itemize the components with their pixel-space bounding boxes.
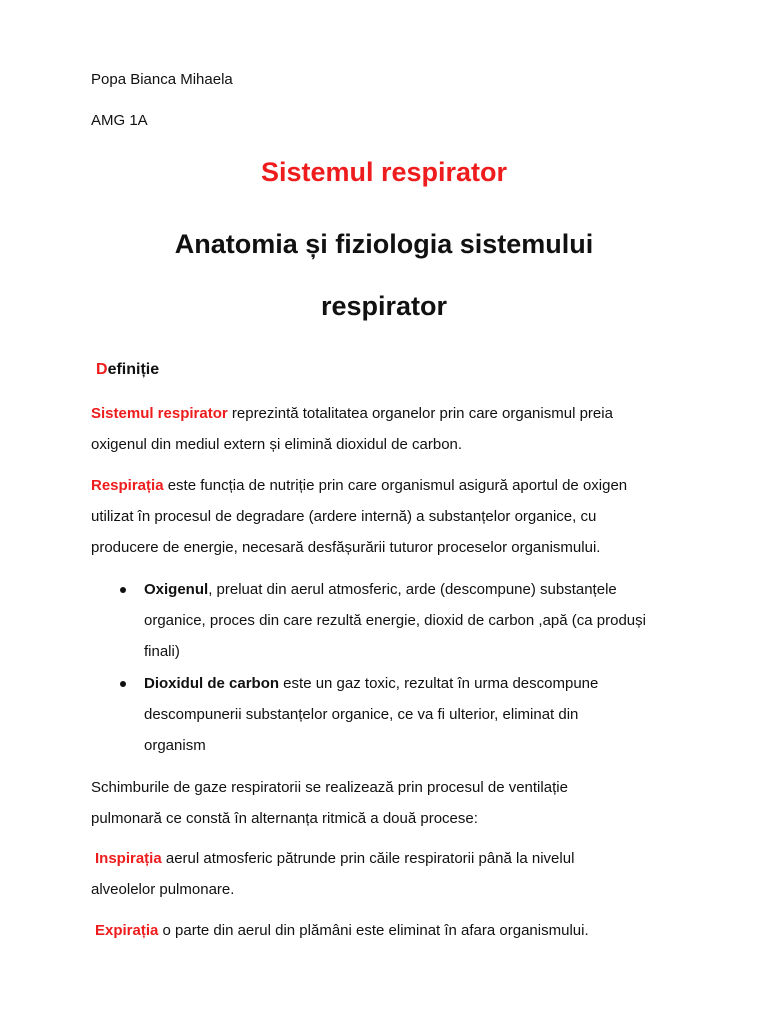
paragraph-sistemul-line-1: reprezintă totalitatea organelor prin care organismul preia	[227, 405, 613, 422]
definition-heading	[96, 360, 159, 380]
paragraph-inspiratia-line-2: alveolelor pulmonare.	[91, 881, 235, 898]
subtitle-line-1: Anatomia și fiziologia sistemului	[174, 229, 594, 259]
author-name: Popa Bianca Mihaela	[91, 71, 233, 88]
paragraph-schimburile-line-1: Schimburile de gaze respiratorii se realizează prin procesul de ventilație	[91, 779, 568, 796]
paragraph-respiratia	[91, 470, 627, 563]
term-sistemul-respirator: Sistemul respirator	[91, 405, 228, 422]
bullet-item-oxigenul	[144, 574, 724, 667]
bullet-oxigenul-line-1: , preluat din aerul atmosferic, arde (descompune) substanțele	[208, 581, 617, 598]
main-title: Sistemul respirator	[260, 157, 508, 187]
term-respiratia: Respirația	[91, 477, 164, 494]
bullet-dioxidul-line-1: este un gaz toxic, rezultat în urma descompune	[279, 675, 599, 692]
paragraph-respiratia-line-2: utilizat în procesul de degradare (ardere internă) a substanțelor organice, cu	[91, 508, 597, 525]
bullet-dioxidul-line-2: descompunerii substanțelor organice, ce va fi ulterior, eliminat din	[144, 706, 579, 723]
definition-heading-initial: D	[96, 361, 108, 378]
paragraph-expiratia	[95, 915, 589, 946]
bullet-dot	[120, 681, 126, 687]
term-expiratia: Expirația	[95, 922, 159, 939]
paragraph-schimburile-line-2: pulmonară ce constă în alternanța ritmică a două procese:	[91, 810, 478, 827]
bullet-oxigenul-line-3: finali)	[144, 643, 180, 660]
subtitle-line-2: respirator	[320, 291, 448, 321]
term-dioxidul-de-carbon: Dioxidul de carbon	[144, 675, 280, 692]
bullet-dioxidul-line-3: organism	[144, 737, 206, 754]
paragraph-inspiratia-line-1: aerul atmosferic pătrunde prin căile respiratorii până la nivelul	[161, 850, 575, 867]
bullet-oxigenul-line-2: organice, proces din care rezultă energie, dioxid de carbon ,apă (ca produși	[144, 612, 646, 629]
term-oxigenul: Oxigenul	[144, 581, 209, 598]
paragraph-inspiratia	[91, 843, 575, 905]
definition-heading-rest: efiniție	[107, 361, 160, 378]
paragraph-expiratia-line-1: o parte din aerul din plămâni este eliminat în afara organismului.	[158, 922, 589, 939]
paragraph-respiratia-line-1: este funcția de nutriție prin care organismul asigură aportul de oxigen	[163, 477, 628, 494]
student-group: AMG 1A	[91, 112, 148, 129]
paragraph-respiratia-line-3: producere de energie, necesară desfășurării tuturor proceselor organismului.	[91, 539, 601, 556]
term-inspiratia: Inspirația	[95, 850, 162, 867]
bullet-dot	[120, 587, 126, 593]
paragraph-sistemul	[91, 398, 613, 460]
paragraph-schimburile	[91, 772, 568, 834]
bullet-item-dioxidul	[144, 668, 724, 761]
paragraph-sistemul-line-2: oxigenul din mediul extern și elimină dioxidul de carbon.	[91, 436, 463, 453]
